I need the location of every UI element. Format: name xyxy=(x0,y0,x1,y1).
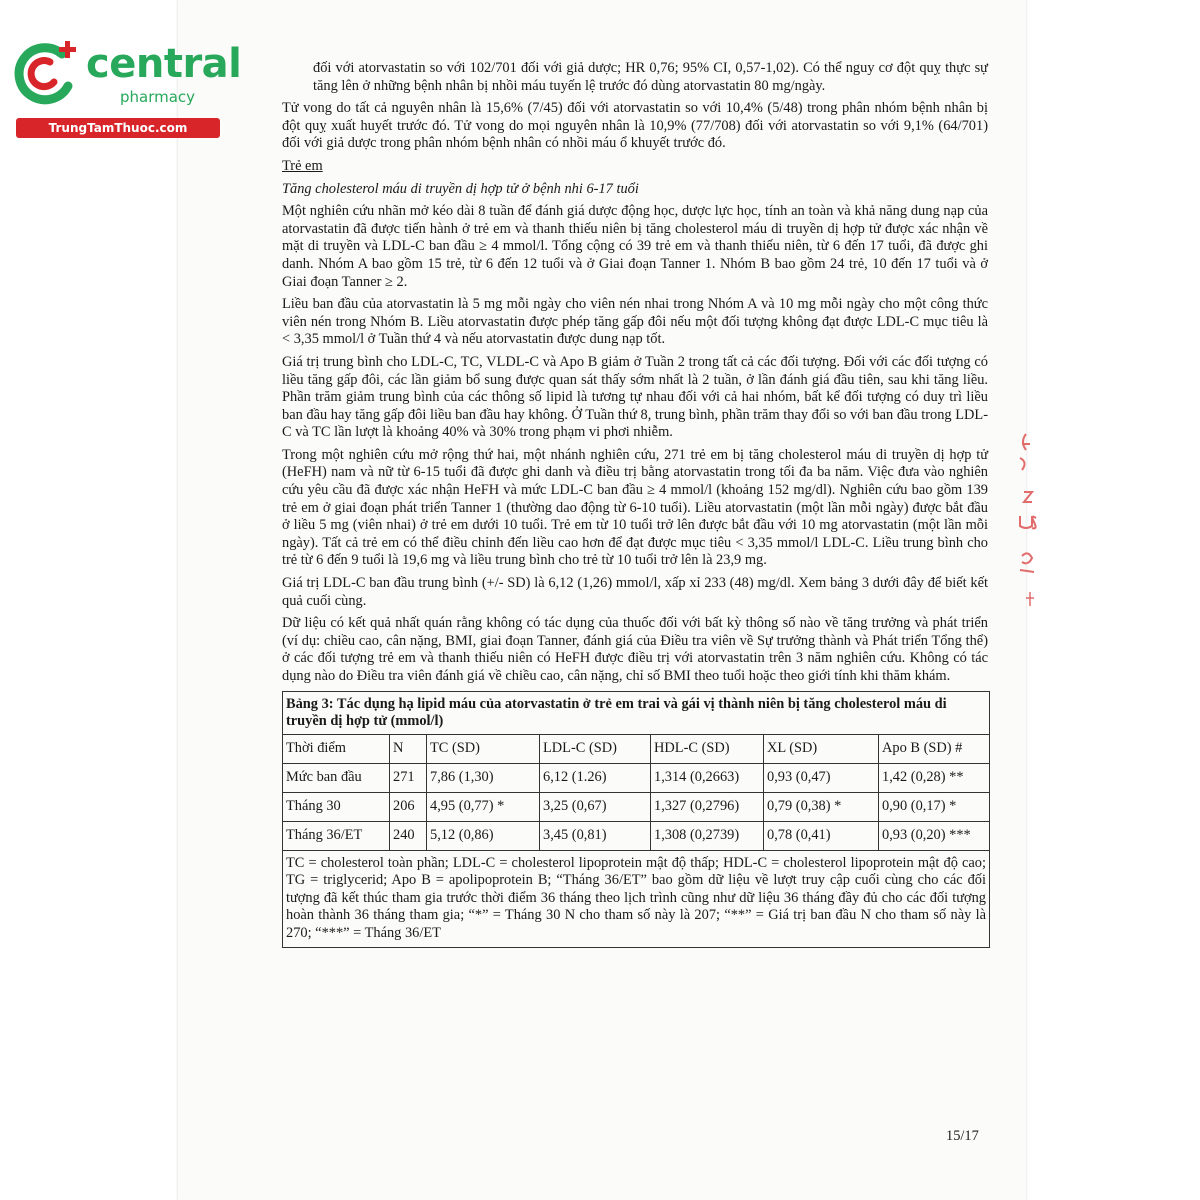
paragraph: đối với atorvastatin so với 102/701 đối với giả dược; HR 0,76; 95% CI, 0,57-1,02). Có thể nguy cơ đột quỵ thực sự tăng lên ở những bệnh nhân bị nhồi máu tuyến lệ trước đó dùng atorvastatin 80 mg/ngày. xyxy=(313,60,988,94)
table-cell: 1,327 (0,2796) xyxy=(651,792,764,821)
logo-brand-subtitle: pharmacy xyxy=(120,88,196,106)
paragraph: Trong một nghiên cứu mở rộng thứ hai, một nhánh nghiên cứu, 271 trẻ em bị tăng cholesterol máu di truyền dị hợp tử (HeFH) nam và nữ từ 6-15 tuổi đã được ghi danh và điều trị bằng atorvastatin trong tối đa ba năm. Việc đưa vào nghiên cứu yêu cầu đã được xác nhận HeFH và mức LDL-C ban đầu ≥ 4 mmol/l (khoảng 152 mg/dl). Nghiên cứu bao gồm 139 trẻ em ở giai đoạn phát triển Tanner 1 (thường dao động từ 6-10 tuổi). Liều atorvastatin (một lần mỗi ngày) được bắt đầu ở liều 5 mg (viên nhai) ở trẻ em dưới 10 tuổi. Trẻ em từ 10 tuổi trở lên được bắt đầu với 10 mg atorvastatin (một lần mỗi ngày). Tất cả trẻ em có thể điều chỉnh đến liều cao hơn để đạt được mục tiêu < 3,35 mmol/l LDL-C. Liều trung bình cho trẻ từ 6 đến 9 tuổi là 19,6 mg và liều trung bình cho trẻ từ 10 tuổi trở lên là 23,9 mg. xyxy=(282,446,988,569)
table-header-cell: XL (SD) xyxy=(764,734,879,763)
table-cell: 0,78 (0,41) xyxy=(764,821,879,850)
page-number: 15/17 xyxy=(946,1128,979,1144)
table-header-cell: Apo B (SD) # xyxy=(879,734,990,763)
subsection-heading: Tăng cholesterol máu di truyền dị hợp tử ở bệnh nhi 6-17 tuổi xyxy=(282,180,639,197)
table-cell: 206 xyxy=(390,792,427,821)
table-cell: Tháng 30 xyxy=(283,792,390,821)
table-cell: 1,314 (0,2663) xyxy=(651,763,764,792)
red-stamp-mark xyxy=(1012,430,1042,620)
table-cell: 271 xyxy=(390,763,427,792)
paragraph: Liều ban đầu của atorvastatin là 5 mg mỗi ngày cho viên nén nhai trong Nhóm A và 10 mg mỗi ngày cho một công thức viên nén trong Nhóm B. Liều atorvastatin được phép tăng gấp đôi nếu một đối tượng không đạt được LDL-C mục tiêu là < 3,35 mmol/l ở Tuần thứ 4 và nếu atorvastatin được dung nạp tốt. xyxy=(282,296,988,348)
table-cell: 7,86 (1,30) xyxy=(427,763,540,792)
table-cell: 4,95 (0,77) * xyxy=(427,792,540,821)
central-logo-icon xyxy=(10,38,80,108)
table-cell: 0,93 (0,20) *** xyxy=(879,821,990,850)
table-caption: Bảng 3: Tác dụng hạ lipid máu của atorvastatin ở trẻ em trai và gái vị thành niên bị tăng cholesterol máu di truyền dị hợp tử (mmol/l) xyxy=(283,691,990,734)
paragraph: Một nghiên cứu nhãn mở kéo dài 8 tuần để đánh giá dược động học, dược lực học, tính an toàn và khả năng dung nạp của atorvastatin đã được tiến hành ở trẻ em và thanh thiếu niên bị tăng cholesterol máu di truyền dị hợp tử được xác nhận về mặt di truyền và LDL-C ban đầu ≥ 4 mmol/l. Tổng cộng có 39 trẻ em và thanh thiếu niên, từ 6 đến 17 tuổi, đã được ghi danh. Nhóm A bao gồm 15 trẻ, từ 6 đến 12 tuổi và ở Giai đoạn Tanner 1. Nhóm B bao gồm 24 trẻ, 10 đến 17 tuổi và ở Giai đoạn Tanner ≥ 2. xyxy=(282,203,988,290)
section-heading: Trẻ em xyxy=(282,157,323,174)
paragraph: Giá trị LDL-C ban đầu trung bình (+/- SD) là 6,12 (1,26) mmol/l, xấp xỉ 233 (48) mg/dl. Xem bảng 3 dưới đây để biết kết quả cuối cùng. xyxy=(282,575,988,609)
table-cell: Tháng 36/ET xyxy=(283,821,390,850)
table-header-cell: N xyxy=(390,734,427,763)
table-header-cell: HDL-C (SD) xyxy=(651,734,764,763)
table-cell: 6,12 (1.26) xyxy=(540,763,651,792)
table-cell: Mức ban đầu xyxy=(283,763,390,792)
table-cell: 0,90 (0,17) * xyxy=(879,792,990,821)
table-cell: 3,25 (0,67) xyxy=(540,792,651,821)
pharmacy-logo[interactable] xyxy=(10,38,242,138)
table-cell: 1,42 (0,28) ** xyxy=(879,763,990,792)
table-header-cell: LDL-C (SD) xyxy=(540,734,651,763)
table-row xyxy=(283,792,990,821)
table-cell: 0,93 (0,47) xyxy=(764,763,879,792)
table-cell: 3,45 (0,81) xyxy=(540,821,651,850)
lipid-results-table xyxy=(282,691,990,948)
table-header-cell: TC (SD) xyxy=(427,734,540,763)
table-cell: 240 xyxy=(390,821,427,850)
table-row xyxy=(283,763,990,792)
table-cell: 0,79 (0,38) * xyxy=(764,792,879,821)
table-cell: 5,12 (0,86) xyxy=(427,821,540,850)
paragraph: Giá trị trung bình cho LDL-C, TC, VLDL-C và Apo B giảm ở Tuần 2 trong tất cả các đối tượng. Đối với các đối tượng có liều tăng gấp đôi, các lần giảm bổ sung được quan sát thấy sớm nhất là 2 tuần, ở lần đánh giá đầu tiên, sau khi tăng liều. Phần trăm giảm trung bình của các thông số lipid là tương tự nhau đối với cả hai nhóm, bất kể đối tượng có duy trì liều ban đầu hay tăng gấp đôi liều ban đầu hay không. Ở Tuần thứ 8, trung bình, phần trăm thay đổi so với ban đầu trong LDL-C và TC lần lượt là khoảng 40% và 30% trong phạm vi phơi nhiễm. xyxy=(282,353,988,441)
table-row xyxy=(283,821,990,850)
table-cell: 1,308 (0,2739) xyxy=(651,821,764,850)
logo-brand-name: central xyxy=(86,41,242,87)
document-body xyxy=(282,60,988,948)
logo-website-link[interactable]: TrungTamThuoc.com xyxy=(16,118,220,138)
table-header-row xyxy=(283,734,990,763)
table-header-cell: Thời điểm xyxy=(283,734,390,763)
paragraph: Dữ liệu có kết quả nhất quán rằng không có tác dụng của thuốc đối với bất kỳ thông số nào về tăng trưởng và phát triển (ví dụ: chiều cao, cân nặng, BMI, giai đoạn Tanner, đánh giá của Điều tra viên về Sự trưởng thành và Phát triển Tổng thể) ở các đối tượng trẻ em và thanh thiếu niên có HeFH được điều trị với atorvastatin trên 3 năm nghiên cứu. Không có tác dụng nào do Điều tra viên đánh giá về chiều cao, cân nặng, chỉ số BMI theo tuổi hoặc theo giới tính khi thăm khám. xyxy=(282,615,988,684)
table-footnote: TC = cholesterol toàn phần; LDL-C = cholesterol lipoprotein mật độ thấp; HDL-C = cholesterol lipoprotein mật độ cao; TG = triglycerid; Apo B = apolipoprotein B; “Tháng 36/ET” bao gồm dữ liệu về lượt truy cập cuối cùng cho các đối tượng đã kết thúc tham gia trước thời điểm 36 tháng theo lịch trình cũng như dữ liệu 36 tháng đầy đủ cho các đối tượng hoàn thành 36 tháng tham gia; “*” = Tháng 30 N cho tham số này là 207; “**” = Giá trị ban đầu N cho tham số này là 270; “***” = Tháng 36/ET xyxy=(283,850,990,947)
paragraph: Tử vong do tất cả nguyên nhân là 15,6% (7/45) đối với atorvastatin so với 10,4% (5/48) trong phân nhóm bệnh nhân bị đột quỵ xuất huyết trước đó. Tử vong do mọi nguyên nhân là 10,9% (77/708) đối với atorvastatin so với 9,1% (64/701) đối với giả dược trong phân nhóm bệnh nhân có nhồi máu ổ khuyết trước đó. xyxy=(282,100,988,152)
